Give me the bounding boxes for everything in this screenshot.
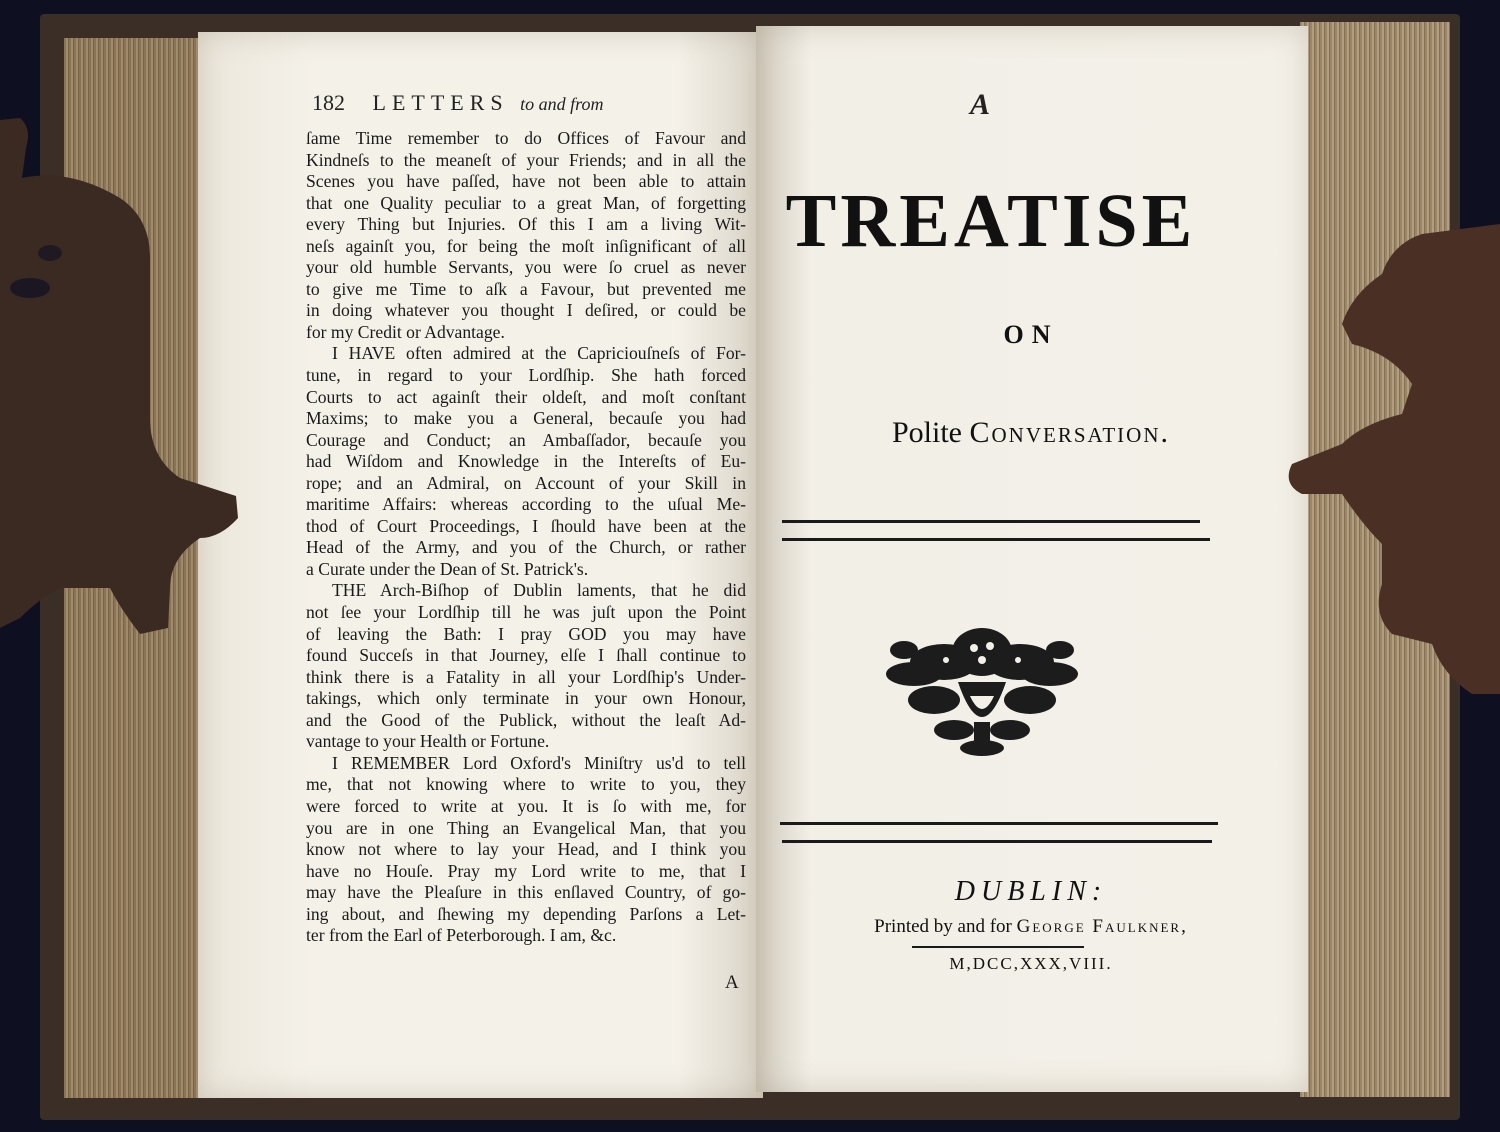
text-line: Kindneſs to the meaneſt of your Friends; and in all the bbox=[306, 149, 746, 170]
text-line: tune, in regard to your Lordſhip. She hath forced bbox=[306, 365, 746, 386]
text-line: Head of the Army, and you of the Church, or rather bbox=[306, 537, 746, 558]
text-line: Courage and Conduct; an Ambaſſador, becauſe you bbox=[306, 429, 746, 450]
running-subtitle: to and from bbox=[520, 94, 604, 114]
text-line: your old humble Servants, you were ſo cruel as never bbox=[306, 257, 746, 278]
text-line: to give me Time to aſk a Favour, but prevented me bbox=[306, 278, 746, 299]
text-line: think there is a Fatality in all your Lordſhip's Under- bbox=[306, 666, 746, 687]
text-line: Maxims; to make you a General, becauſe you had bbox=[306, 408, 746, 429]
text-line: ter from the Earl of Peterborough. I am, &c. bbox=[306, 925, 617, 946]
right-page-clip bbox=[1282, 224, 1500, 704]
page-number: 182 bbox=[312, 90, 345, 115]
text-line: of leaving the Bath: I pray GOD you may have bbox=[306, 623, 746, 644]
text-line: have no Houſe. Pray my Lord write to me, that I bbox=[306, 860, 746, 881]
text-line: found Succeſs in that Journey, elſe I ſhall continue to bbox=[306, 645, 746, 666]
running-head bbox=[312, 90, 603, 116]
text-line: Courts to act againſt their oldeſt, and moſt conſtant bbox=[306, 386, 746, 407]
text-line: I REMEMBER Lord Oxford's Miniſtry us'd to tell bbox=[332, 752, 746, 773]
rule-bottom-2 bbox=[782, 840, 1212, 843]
printer-caps: George Faulkner, bbox=[1016, 916, 1188, 937]
text-line: ing about, and ſhewing my depending Parſons a Let- bbox=[306, 903, 746, 924]
title-on: ON bbox=[1003, 320, 1059, 349]
imprint-rule bbox=[912, 946, 1084, 948]
text-line: takings, which only terminate in your own Honour, bbox=[306, 688, 746, 709]
title-main: TREATISE bbox=[785, 179, 1197, 263]
text-line: vantage to your Health or Fortune. bbox=[306, 731, 550, 752]
text-line: and the Good of the Publick, without the leaſt Ad- bbox=[306, 709, 746, 730]
text-line: thod of Court Proceedings, I ſhould have been at the bbox=[306, 515, 746, 536]
text-line: not ſee your Lordſhip till he was juſt upon the Point bbox=[306, 602, 746, 623]
rule-top-2 bbox=[782, 538, 1210, 541]
imprint-date: M,DCC,XXX,VIII. bbox=[949, 954, 1113, 973]
text-line: were forced to write at you. It is ſo with me, for bbox=[306, 795, 746, 816]
text-line: in doing whatever you thought I deſired, or could be bbox=[306, 300, 746, 321]
text-line: know not where to lay your Head, and I think you bbox=[306, 839, 746, 860]
left-page-clip bbox=[0, 118, 245, 638]
rule-top-1 bbox=[782, 520, 1200, 523]
imprint-city: DUBLIN: bbox=[954, 876, 1108, 907]
text-line: for my Credit or Advantage. bbox=[306, 321, 505, 342]
text-line: ſame Time remember to do Offices of Favour and bbox=[306, 128, 746, 148]
title-article: A bbox=[969, 88, 990, 121]
title-subtitle bbox=[756, 416, 1306, 450]
text-line: Scenes you have paſſed, have not been able to attain bbox=[306, 171, 746, 192]
catchword: A bbox=[725, 972, 739, 993]
letter-body-text bbox=[306, 128, 746, 947]
text-line: that one Quality peculiar to a great Man, of forgetting bbox=[306, 192, 746, 213]
text-line: neſs againſt you, for being the moſt inſignificant of all bbox=[306, 235, 746, 256]
text-line: every Thing but Injuries. Of this I am a living Wit- bbox=[306, 214, 746, 235]
text-line: rope; and an Admiral, on Account of your Skill in bbox=[306, 472, 746, 493]
imprint-printer bbox=[756, 916, 1306, 938]
subtitle-caps: Conversation. bbox=[969, 416, 1171, 449]
text-line: had Wiſdom and Knowledge in the Intereſts of Eu- bbox=[306, 451, 746, 472]
rule-bottom-1 bbox=[780, 822, 1218, 825]
text-line: maritime Affairs: whereas according to the uſual Me- bbox=[306, 494, 746, 515]
text-line: may have the Pleaſure in this enſlaved Country, of go- bbox=[306, 882, 746, 903]
text-line: you are in one Thing an Evangelical Man, that you bbox=[306, 817, 746, 838]
floral-ornament bbox=[874, 612, 1090, 762]
subtitle-plain: Polite bbox=[891, 416, 962, 449]
printer-plain: Printed by and for bbox=[874, 916, 1012, 937]
text-line: a Curate under the Dean of St. Patrick's. bbox=[306, 558, 589, 579]
text-line: THE Arch-Biſhop of Dublin laments, that he did bbox=[332, 580, 746, 601]
text-line: me, that not knowing where to write to you, they bbox=[306, 774, 746, 795]
text-line: I HAVE often admired at the Capriciouſneſs of For- bbox=[332, 343, 746, 364]
running-title: LETTERS bbox=[372, 90, 509, 115]
